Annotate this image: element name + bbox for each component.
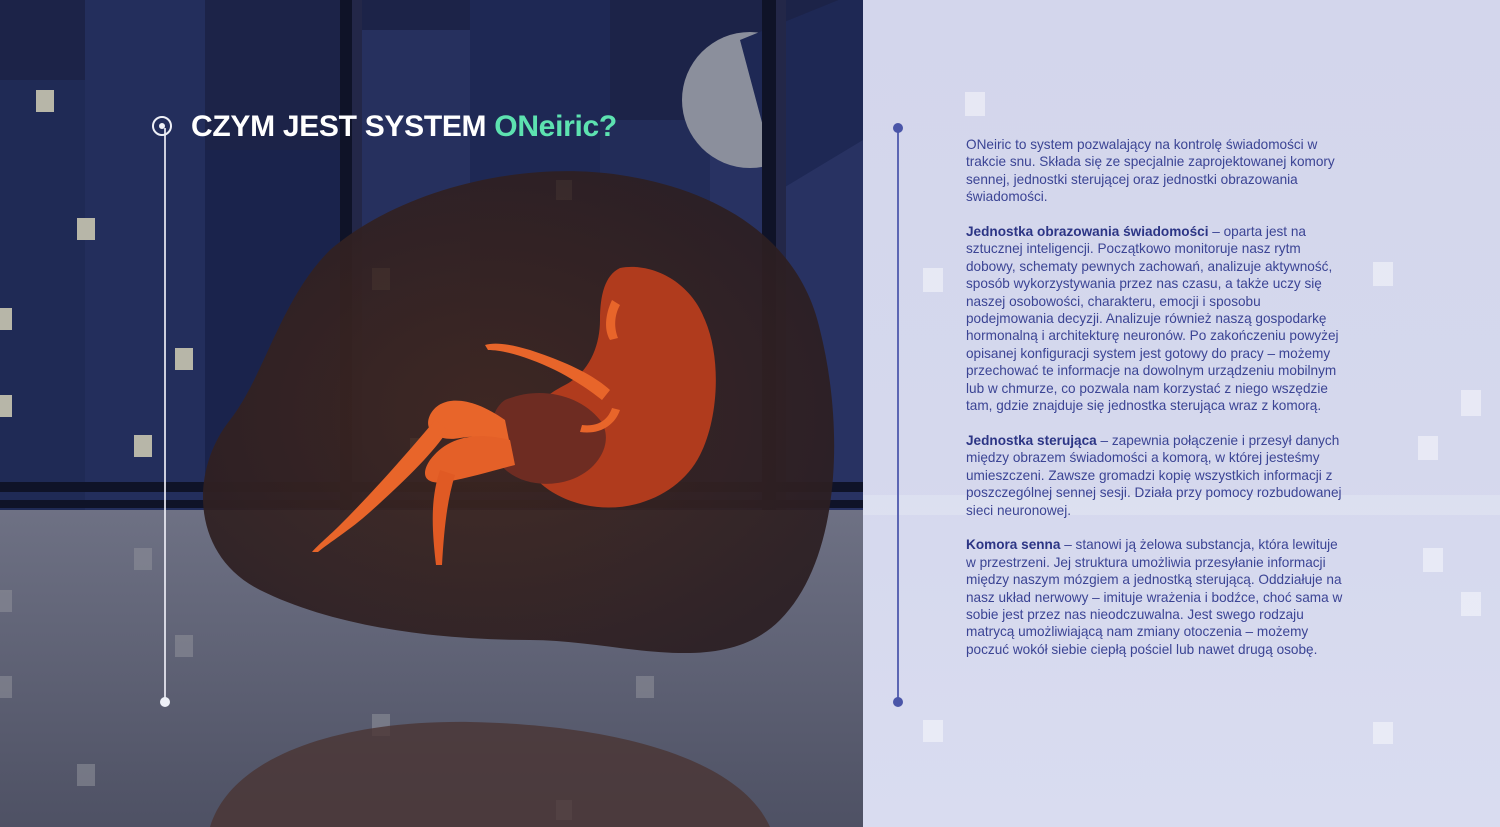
ghost-window (1373, 722, 1393, 744)
heading-accent: ONeiric? (494, 110, 617, 143)
timeline-line-left (164, 128, 166, 702)
timeline-end-dot-right (893, 697, 903, 707)
article-text (966, 136, 1350, 676)
timeline-start-dot-right (893, 123, 903, 133)
desc-control-unit: – zapewnia połączenie i przesył danych między obrazem świadomości a komorą, w której jesteśmy umieszczeni. Zawsze gromadzi kopię wszystkich informacji z poszczególnej sennej sesji. Działa przy pomocy rozbudowanej sieci neuronowej. (966, 432, 1342, 518)
ghost-window (1461, 390, 1481, 416)
timeline-end-marker-left (160, 697, 170, 707)
term-control-unit: Jednostka sterująca (966, 432, 1097, 448)
term-sleep-chamber: Komora senna (966, 537, 1061, 553)
timeline-start-marker (152, 116, 172, 136)
ghost-window (923, 720, 943, 742)
term-consciousness-imaging: Jednostka obrazowania świadomości (966, 224, 1209, 240)
ghost-window (1418, 436, 1438, 460)
intro-paragraph: ONeiric to system pozwalający na kontrolę świadomości w trakcie snu. Składa się ze specjalnie zaprojektowanej komory sennej, jednostki sterującej oraz jednostki obrazowania świadomości. (966, 137, 1335, 205)
paragraph-sleep-chamber (966, 536, 1350, 658)
desc-consciousness-imaging: – oparta jest na sztucznej inteligencji. Początkowo monitoruje nasz rytm dobowy, schematy pewnych zachowań, analizuje aktywność, sposób wykorzystywania przez nas czasu, a także uczy się naszej osobowości, charakteru, emocji i sposobu podejmowania decyzji. Analizuje również naszą gospodarkę hormonalną i architekturę neuronów. Po zakończeniu powyżej opisanej konfiguracji system jest gotowy do pracy – możemy przechować te informacje na dowolnym urządzeniu mobilnym lub w chmurze, co pozwala nam korzystać z niego wszędzie tam, gdzie znajduje się jednostka sterująca wraz z komorą. (966, 224, 1339, 414)
paragraph-consciousness-imaging (966, 223, 1350, 414)
ghost-window (923, 268, 943, 292)
ghost-window (1423, 548, 1443, 572)
section-heading (191, 110, 617, 144)
ghost-window (965, 92, 985, 116)
desc-sleep-chamber: – stanowi ją żelowa substancja, która lewituje w przestrzeni. Jej struktura umożliwia przesyłanie informacji między naszym mózgiem a jednostką sterującą. Oddziałuje na nasz układ nerwowy – imituje wrażenia i bodźce, choć sama w sobie jest przez nas nieodczuwalna. Jest swego rodzaju matrycą umożliwiającą nam zmiany otoczenia – możemy poczuć wokół siebie ciepłą pościel lub nawet drugą osobę. (966, 537, 1343, 657)
timeline-line-right (897, 128, 899, 702)
paragraph-control-unit (966, 432, 1350, 519)
ghost-window (1461, 592, 1481, 616)
ghost-window (1373, 262, 1393, 286)
heading-prefix: CZYM JEST SYSTEM (191, 110, 495, 143)
